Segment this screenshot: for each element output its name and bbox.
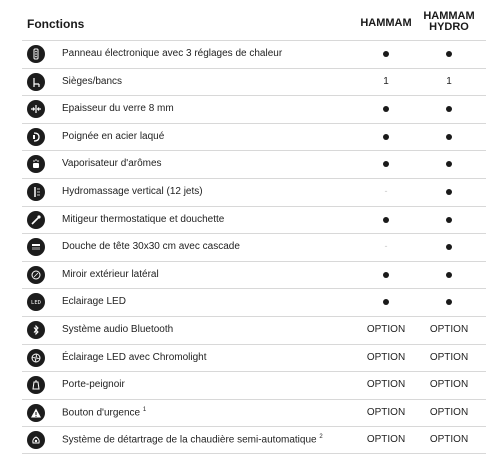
hammam-dot (383, 272, 389, 278)
cell-hammam (354, 131, 418, 143)
feature-label-text: Panneau électronique avec 3 réglages de chaleur (62, 48, 283, 59)
column-header-hydro-line1: HAMMAM (423, 10, 475, 22)
table-row (22, 288, 486, 316)
head-shower-icon (27, 238, 45, 256)
feature-label-text: Epaisseur du verre 8 mm (62, 103, 174, 115)
feature-label (62, 241, 240, 252)
hammam-dot (383, 299, 389, 305)
cell-hammam (354, 186, 418, 197)
hammam-dot (383, 51, 389, 57)
hammam-value: OPTION (366, 379, 406, 391)
cell-hammam (354, 214, 418, 226)
led-icon (27, 293, 45, 311)
cell-hydro (417, 296, 481, 308)
hammam-dash: - (384, 241, 388, 252)
chromolight-icon (27, 349, 45, 367)
feature-label-text: Miroir extérieur latéral (62, 268, 159, 280)
table-row (22, 426, 486, 454)
feature-label-text: Porte-peignoir (62, 379, 125, 391)
descaling-icon (27, 431, 45, 449)
table-row (22, 150, 486, 178)
cell-hammam (354, 407, 418, 418)
cell-hydro (417, 434, 481, 445)
cell-hydro (417, 269, 481, 281)
bathrobe-hook-icon (27, 376, 45, 394)
column-header-hammam (354, 18, 418, 29)
feature-label-text: Sièges/bancs (62, 75, 123, 87)
emergency-icon (27, 404, 45, 422)
vertical-jets-icon (27, 183, 45, 201)
hammam-value: OPTION (366, 351, 406, 363)
table-row (22, 68, 486, 96)
cell-hydro (417, 214, 481, 226)
table-row (22, 316, 486, 344)
cell-hydro (417, 48, 481, 60)
control-panel-icon (27, 45, 45, 63)
hammam-value: 1 (383, 75, 389, 87)
feature-label-text: Vaporisateur d'arômes (62, 158, 162, 170)
feature-label-text: Système audio Bluetooth (62, 323, 174, 335)
mirror-icon (27, 266, 45, 284)
hydro-value: OPTION (429, 351, 469, 363)
bluetooth-icon (27, 321, 45, 339)
cell-hydro (417, 241, 481, 253)
hydro-value: 1 (446, 75, 452, 87)
features-title: Fonctions (27, 17, 85, 31)
feature-label (62, 158, 162, 169)
cell-hydro (417, 379, 481, 390)
cell-hammam (354, 269, 418, 281)
table-row (22, 40, 486, 68)
handle-icon (27, 128, 45, 146)
hydro-value: OPTION (429, 323, 469, 335)
feature-label-text: Système de détartrage de la chaudière semi-automatique (62, 434, 317, 446)
cell-hydro (417, 324, 481, 335)
column-header-hammam-hydro (417, 11, 481, 33)
table-row (22, 123, 486, 151)
table-row (22, 178, 486, 206)
footnote-marker: 2 (319, 434, 323, 441)
feature-label (62, 269, 159, 280)
hydro-dot (446, 161, 452, 167)
cell-hammam (354, 379, 418, 390)
hand-shower-icon (27, 211, 45, 229)
table-row (22, 233, 486, 261)
hammam-dot (383, 106, 389, 112)
feature-label (62, 324, 173, 335)
feature-label-text: Eclairage LED (62, 296, 126, 308)
hammam-value: OPTION (366, 323, 406, 335)
hammam-dot (383, 217, 389, 223)
cell-hydro (417, 407, 481, 418)
feature-label (62, 103, 174, 114)
table-row (22, 399, 486, 427)
hydro-dot (446, 272, 452, 278)
feature-label-text: Éclairage LED avec Chromolight (62, 351, 207, 363)
features-table (22, 6, 486, 454)
hydro-dot (446, 244, 452, 250)
cell-hydro (417, 158, 481, 170)
feature-label (62, 296, 126, 307)
cell-hydro (417, 352, 481, 363)
cell-hydro (417, 186, 481, 198)
cell-hammam (354, 434, 418, 445)
hammam-dot (383, 161, 389, 167)
hammam-value: OPTION (366, 434, 406, 446)
feature-label-text: Douche de tête 30x30 cm avec cascade (62, 241, 240, 253)
feature-label (62, 186, 203, 197)
feature-label (62, 214, 224, 225)
table-row (22, 95, 486, 123)
table-row (22, 371, 486, 399)
seat-icon (27, 73, 45, 91)
hydro-value: OPTION (429, 379, 469, 391)
cell-hydro (417, 131, 481, 143)
feature-label (62, 407, 146, 418)
cell-hammam (354, 296, 418, 308)
hammam-value: OPTION (366, 406, 406, 418)
feature-label (62, 76, 122, 87)
cell-hydro (417, 103, 481, 115)
table-row (22, 206, 486, 234)
hydro-dot (446, 299, 452, 305)
table-row (22, 344, 486, 372)
feature-label (62, 379, 125, 390)
svg-text:LED: LED (31, 300, 41, 307)
feature-label-text: Hydromassage vertical (12 jets) (62, 185, 203, 197)
column-header-hammam-label: HAMMAM (360, 17, 412, 29)
hammam-dash: - (384, 185, 388, 196)
cell-hammam (354, 158, 418, 170)
hydro-dot (446, 134, 452, 140)
feature-label-text: Mitigeur thermostatique et douchette (62, 213, 225, 225)
feature-label (62, 352, 207, 363)
hydro-dot (446, 189, 452, 195)
feature-label (62, 131, 164, 142)
feature-label-text: Bouton d'urgence (62, 407, 141, 419)
feature-label (62, 434, 323, 445)
feature-label-text: Poignée en acier laqué (62, 130, 165, 142)
table-body (22, 40, 486, 454)
cell-hammam (354, 76, 418, 87)
footnote-marker: 1 (142, 406, 147, 413)
hydro-dot (446, 106, 452, 112)
cell-hydro (417, 76, 481, 87)
hydro-value: OPTION (429, 434, 469, 446)
hydro-value: OPTION (429, 406, 469, 418)
cell-hammam (354, 48, 418, 60)
cell-hammam (354, 352, 418, 363)
table-row (22, 261, 486, 289)
hydro-dot (446, 51, 452, 57)
aroma-diffuser-icon (27, 155, 45, 173)
glass-thickness-icon (27, 100, 45, 118)
cell-hammam (354, 103, 418, 115)
column-header-hydro-line2: HYDRO (429, 21, 469, 33)
hydro-dot (446, 217, 452, 223)
table-header (22, 6, 486, 40)
cell-hammam (354, 324, 418, 335)
feature-label (62, 48, 282, 59)
hammam-dot (383, 134, 389, 140)
cell-hammam (354, 241, 418, 252)
